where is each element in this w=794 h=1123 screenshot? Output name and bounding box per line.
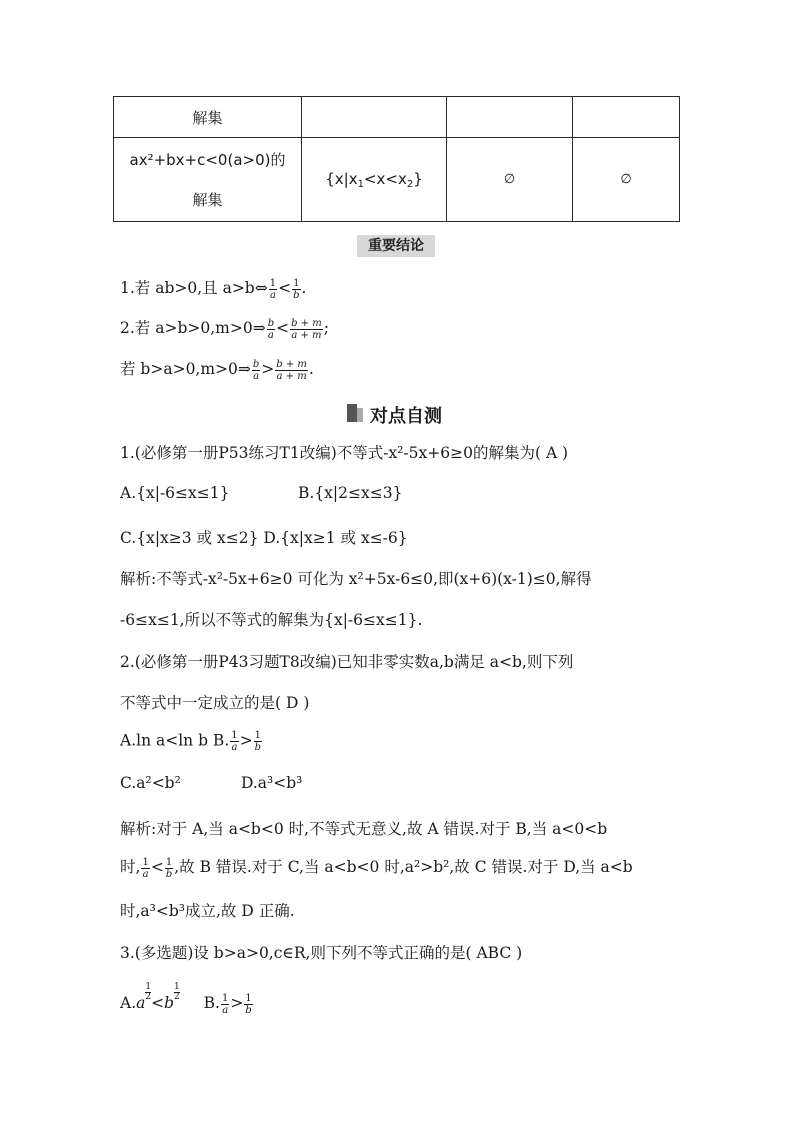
question-2: 2.(必修第一册P43习题T8改编)已知非零实数a,b满足 a<b,则下列	[120, 653, 574, 671]
section-title: 对点自测	[370, 406, 442, 427]
fraction: $\frac{1}{b}$	[245, 992, 252, 1016]
fraction: $\frac{b + m}{a + m}$	[291, 317, 322, 341]
exponent-fraction: $\frac{1}{2}$	[145, 982, 152, 1002]
solution-table	[113, 96, 680, 222]
q2-solution-line: 时,a³<b³成立,故 D 正确.	[120, 902, 295, 920]
question-2-cont: 不等式中一定成立的是( D )	[120, 694, 310, 712]
q1-option-b: B.{x|2≤x≤3}	[298, 484, 403, 502]
fraction: $\frac{b + m}{a + m}$	[276, 358, 307, 382]
conclusion-1: 1.若 ab>0,且 a>b⇔ $\frac{1}{a}$ < $\frac{1}{b}$ .	[120, 277, 307, 301]
q2-option-c: C.a²<b²	[120, 774, 181, 792]
key-conclusions-badge: 重要结论	[357, 235, 435, 257]
fraction: $\frac{b}{a}$	[267, 317, 275, 341]
q1-option-a: A.{x|-6≤x≤1}	[120, 484, 230, 502]
q1-options-cd: C.{x|x≥3 或 x≤2} D.{x|x≥1 或 x≤-6}	[120, 529, 408, 547]
q3-options-ab: A.a $\frac{1}{2}<b$ $\frac{1}{2} B$. $\frac{1}{a}$ > $\frac{1}{b}$	[120, 982, 252, 1016]
fraction: $\frac{1}{a}$	[221, 992, 229, 1016]
section-marker-icon	[347, 404, 363, 422]
q2-option-d: D.a³<b³	[241, 774, 303, 792]
q1-solution-line: 解析:不等式-x²-5x+6≥0 可化为 x²+5x-6≤0,即(x+6)(x-1)≤0,解得	[120, 570, 592, 588]
fraction: $\frac{1}{b}$	[293, 277, 300, 301]
table-cell-label	[114, 138, 302, 222]
table-cell-empty-set: ∅	[447, 138, 573, 222]
table-cell-empty-set: ∅	[573, 138, 680, 222]
table-cell-label: 解集	[114, 97, 302, 138]
row-label-line: 解集	[192, 190, 223, 209]
table-cell	[447, 97, 573, 138]
row-label-line: ax²+bx+c<0(a>0)的	[129, 150, 286, 169]
fraction: $\frac{b}{a}$	[252, 358, 260, 382]
question-3: 3.(多选题)设 b>a>0,c∈R,则下列不等式正确的是( ABC )	[120, 944, 523, 962]
table-cell-solution-set: $\{x|x_1<x<x_2\}$	[302, 138, 447, 222]
table-cell	[302, 97, 447, 138]
q2-options-ab: A.ln a<ln b B. $\frac{1}{a}$ > $\frac{1}{b}$	[120, 730, 262, 753]
q2-solution-line: 解析:对于 A,当 a<b<0 时,不等式无意义,故 A 错误.对于 B,当 a<0<b	[120, 820, 608, 838]
fraction: $\frac{1}{a}$	[269, 277, 277, 301]
question-1: 1.(必修第一册P53练习T1改编)不等式-x²-5x+6≥0的解集为( A )	[120, 444, 569, 462]
conclusion-3: 若 b>a>0,m>0⇒ $\frac{b}{a}$ > $\frac{b + m}{a + m}$ .	[120, 358, 314, 382]
fraction: $\frac{1}{a}$	[231, 730, 238, 753]
conclusion-2: 2.若 a>b>0,m>0⇒ $\frac{b}{a}$ < $\frac{b + m}{a + m}$ ;	[120, 317, 329, 341]
fraction: $\frac{1}{b}$	[165, 856, 173, 880]
q1-solution-line: -6≤x≤1,所以不等式的解集为{x|-6≤x≤1}.	[120, 611, 423, 629]
exponent-fraction: $\frac{1}{2}$	[174, 982, 180, 1002]
fraction: $\frac{1}{b}$	[254, 730, 262, 753]
fraction: $\frac{1}{a}$	[142, 856, 149, 880]
table-cell	[573, 97, 680, 138]
q2-solution-line: 时, $\frac{1}{a}$ < $\frac{1}{b}$ ,故 B 错误.对于 C,当 a<b<0 时,a²>b²,故 C 错误.对于 D,当 a<b	[120, 856, 633, 880]
